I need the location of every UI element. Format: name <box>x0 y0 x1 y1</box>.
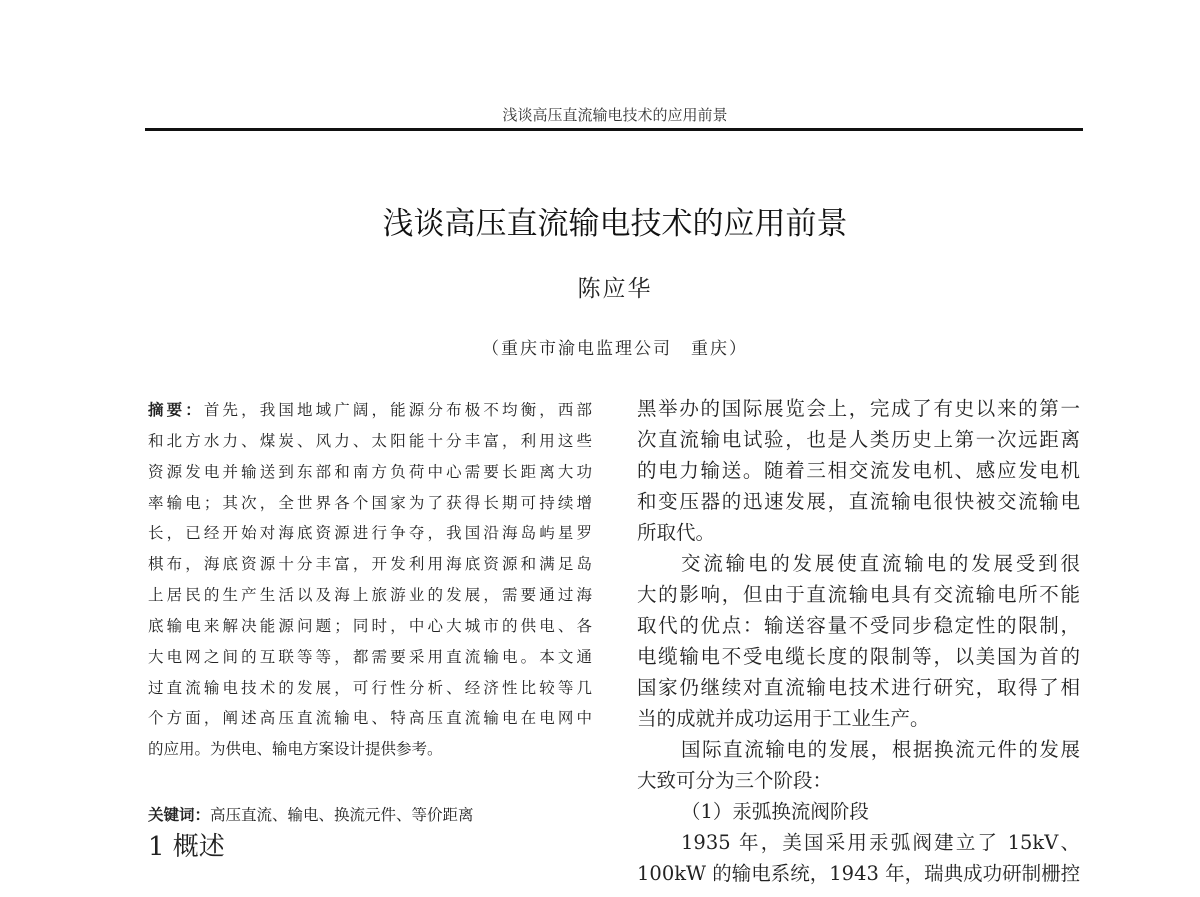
abstract-line <box>148 677 592 699</box>
abstract-text: 的应用。为供电、输电方案设计提供参考。 <box>148 740 443 758</box>
paragraph-line: 黑举办的国际展览会上，完成了有史以来的第一 <box>637 397 1080 420</box>
abstract-line <box>148 461 592 483</box>
paragraph-line: 的电力输送。随着三相交流发电机、感应发电机 <box>637 459 1080 482</box>
abstract-line <box>148 584 592 606</box>
paragraph-line: 国家仍继续对直流输电技术进行研究，取得了相 <box>637 676 1080 699</box>
abstract-line <box>148 430 592 452</box>
abstract-line <box>148 399 592 421</box>
abstract-line <box>148 707 592 729</box>
abstract-line <box>148 492 592 514</box>
paragraph-line: 国际直流输电的发展，根据换流元件的发展 <box>681 738 1080 761</box>
abstract-line <box>148 615 592 637</box>
abstract-line <box>148 553 592 575</box>
paragraph-line: 电缆输电不受电缆长度的限制等，以美国为首的 <box>637 645 1080 668</box>
keywords-label: 关键词： <box>148 806 211 824</box>
running-header: 浅谈高压直流输电技术的应用前景 <box>502 106 728 124</box>
paragraph-line: 所取代。 <box>637 521 716 544</box>
paragraph-line: 次直流输电试验，也是人类历史上第一次远距离 <box>637 428 1080 451</box>
abstract-text: 过直流输电技术的发展，可行性分析、经济性比较等几 <box>148 679 592 697</box>
abstract-text: 个方面，阐述高压直流输电、特高压直流输电在电网中 <box>148 709 592 727</box>
section-heading: 1 概述 <box>148 832 225 862</box>
paragraph-line: 交流输电的发展使直流输电的发展受到很 <box>681 552 1080 575</box>
paragraph-line: 取代的优点：输送容量不受同步稳定性的限制， <box>637 614 1080 637</box>
affiliation: （重庆市渝电监理公司 重庆） <box>482 339 748 359</box>
abstract-text: 首先，我国地域广阔，能源分布极不均衡，西部 <box>203 401 592 419</box>
paragraph-line: 大致可分为三个阶段： <box>637 769 833 792</box>
paragraph-line: 大的影响，但由于直流输电具有交流输电所不能 <box>637 583 1080 606</box>
abstract-line <box>148 738 592 760</box>
paragraph-line: （1）汞弧换流阀阶段 <box>681 800 869 823</box>
paragraph-line: 100kW 的输电系统，1943 年，瑞典成功研制栅控 <box>637 862 1081 885</box>
paper-title: 浅谈高压直流输电技术的应用前景 <box>382 206 848 242</box>
paragraph-line: 当的成就并成功运用于工业生产。 <box>637 707 930 730</box>
abstract-text: 率输电；其次，全世界各个国家为了获得长期可持续增 <box>148 494 592 512</box>
abstract-text: 棋布，海底资源十分丰富，开发利用海底资源和满足岛 <box>148 555 592 573</box>
paragraph-line: 1935 年，美国采用汞弧阀建立了 15kV、 <box>681 831 1080 854</box>
header-rule <box>145 128 1083 131</box>
abstract-text: 大电网之间的互联等等，都需要采用直流输电。本文通 <box>148 648 592 666</box>
abstract-line <box>148 646 592 668</box>
paragraph-line: 和变压器的迅速发展，直流输电很快被交流输电 <box>637 490 1080 513</box>
abstract-text: 底输电来解决能源问题；同时，中心大城市的供电、各 <box>148 617 592 635</box>
abstract-text: 和北方水力、煤炭、风力、太阳能十分丰富，利用这些 <box>148 432 592 450</box>
author: 陈应华 <box>577 276 653 302</box>
abstract-text: 资源发电并输送到东部和南方负荷中心需要长距离大功 <box>148 463 592 481</box>
abstract-line <box>148 522 592 544</box>
keywords <box>148 804 592 826</box>
abstract-label: 摘要： <box>148 401 204 419</box>
keywords-text: 高压直流、输电、换流元件、等价距离 <box>210 806 474 824</box>
abstract-text: 上居民的生产生活以及海上旅游业的发展，需要通过海 <box>148 586 592 604</box>
abstract-text: 长，已经开始对海底资源进行争夺，我国沿海岛屿星罗 <box>148 524 592 542</box>
